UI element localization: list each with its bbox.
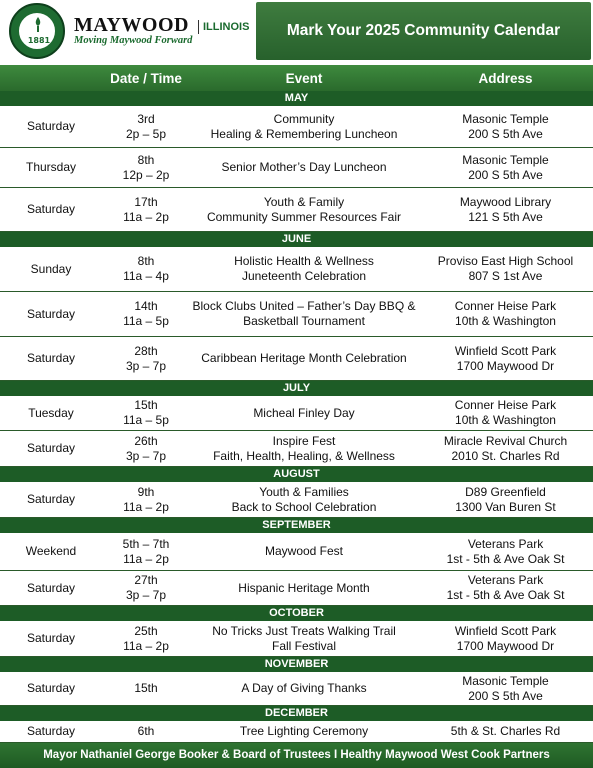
event-date-time <box>102 188 190 231</box>
event-address-addr2: 1st - 5th & Ave Oak St <box>446 551 565 566</box>
event-name-event1: Holistic Health & Wellness <box>234 254 374 268</box>
month-band: SEPTEMBER <box>0 518 593 533</box>
event-address-addr2: 10th & Washington <box>455 314 556 328</box>
event-day-day: Tuesday <box>28 405 74 420</box>
event-address <box>418 337 593 380</box>
event-address <box>418 431 593 466</box>
event-name-event1: Hispanic Heritage Month <box>238 580 370 595</box>
event-address <box>418 672 593 705</box>
event-address <box>418 721 593 742</box>
event-day-day: Saturday <box>26 724 76 738</box>
event-row <box>0 482 593 518</box>
event-date-time-time: 11a – 5p <box>123 413 169 427</box>
event-row <box>0 672 593 706</box>
event-name-event1: Senior Mother’s Day Luncheon <box>221 160 387 174</box>
event-date-time-time: 11a – 2p <box>123 638 169 653</box>
event-name <box>190 482 418 517</box>
event-address-addr1: Masonic Temple <box>462 673 549 688</box>
seal-year: 1881 <box>27 36 51 45</box>
event-day <box>0 621 102 656</box>
event-address-addr2: 1300 Van Buren St <box>455 499 556 514</box>
event-date-time <box>102 292 190 336</box>
event-date-time-date: 15th <box>134 398 158 412</box>
event-row <box>0 396 593 431</box>
event-name-event2: Fall Festival <box>271 638 336 653</box>
event-name-event1: Youth & Family <box>263 194 345 209</box>
event-name <box>190 247 418 291</box>
event-date-time <box>102 721 190 742</box>
event-address-addr1: Miracle Revival Church <box>443 433 568 448</box>
column-header-row <box>0 65 593 91</box>
event-address <box>418 106 593 147</box>
event-date-time-date: 26th <box>134 433 158 448</box>
event-date-time <box>102 571 190 605</box>
event-row <box>0 337 593 381</box>
event-address-addr2: 1st - 5th & Ave Oak St <box>446 588 565 602</box>
event-name <box>190 337 418 380</box>
event-day <box>0 431 102 466</box>
event-day-day: Saturday <box>26 441 76 455</box>
event-name <box>190 292 418 336</box>
event-date-time-date: 28th <box>134 343 158 358</box>
event-name-event1: Youth & Families <box>259 484 349 499</box>
event-date-time-time: 11a – 5p <box>123 314 169 328</box>
event-row <box>0 247 593 292</box>
brand <box>74 14 250 46</box>
event-address-addr1: Masonic Temple <box>462 152 549 167</box>
event-row <box>0 292 593 337</box>
event-date-time-date: 8th <box>137 254 155 268</box>
event-address-addr1: Proviso East High School <box>437 254 574 268</box>
event-row <box>0 431 593 467</box>
event-day <box>0 482 102 517</box>
column-header-address: Address <box>478 71 533 86</box>
event-date-time <box>102 148 190 187</box>
event-name-event2: Basketball Tournament <box>243 314 365 328</box>
village-seal-logo <box>9 3 65 59</box>
event-address <box>418 247 593 291</box>
event-name-event1: Maywood Fest <box>264 544 344 558</box>
month-band: OCTOBER <box>0 606 593 621</box>
event-address-addr2: 1700 Maywood Dr <box>456 358 555 373</box>
event-day <box>0 396 102 430</box>
event-date-time <box>102 431 190 466</box>
event-date-time-date: 25th <box>134 623 158 638</box>
event-name <box>190 188 418 231</box>
event-date-time-date: 17th <box>134 194 158 209</box>
event-date-time-date: 8th <box>137 152 155 167</box>
event-day <box>0 672 102 705</box>
event-day <box>0 292 102 336</box>
column-header-date-time: Date / Time <box>110 71 182 86</box>
event-address <box>418 533 593 570</box>
event-day <box>0 337 102 380</box>
event-address-addr1: Conner Heise Park <box>454 299 557 313</box>
brand-name: MAYWOOD <box>74 14 189 36</box>
event-date-time-date: 6th <box>137 724 155 738</box>
event-address <box>418 292 593 336</box>
event-name-event2: Community Summer Resources Fair <box>206 209 402 224</box>
event-address <box>418 482 593 517</box>
event-row <box>0 621 593 657</box>
event-day-day: Saturday <box>26 492 76 506</box>
event-day-day: Sunday <box>30 261 72 276</box>
event-day-day: Saturday <box>26 681 76 695</box>
event-address-addr1: Veterans Park <box>467 573 544 587</box>
event-date-time-date: 27th <box>134 573 158 587</box>
page-header <box>0 0 593 62</box>
event-name-event1: Block Clubs United – Father’s Day BBQ & <box>192 299 416 313</box>
title-banner <box>256 2 591 60</box>
event-day-day: Saturday <box>26 580 76 595</box>
event-row <box>0 106 593 148</box>
event-address <box>418 188 593 231</box>
event-name <box>190 148 418 187</box>
event-date-time <box>102 672 190 705</box>
month-band: JUNE <box>0 232 593 247</box>
event-name <box>190 533 418 570</box>
event-name <box>190 621 418 656</box>
event-name <box>190 721 418 742</box>
event-date-time-date: 3rd <box>137 111 155 126</box>
event-date-time-time: 11a – 2p <box>123 499 169 514</box>
event-name-event1: Micheal Finley Day <box>253 405 355 420</box>
event-address-addr1: Conner Heise Park <box>454 398 557 412</box>
event-date-time-time: 3p – 7p <box>125 448 167 463</box>
event-day-day: Thursday <box>25 160 77 174</box>
event-day <box>0 247 102 291</box>
event-day <box>0 106 102 147</box>
event-name-event2: Faith, Health, Healing, & Wellness <box>213 448 395 463</box>
event-address-addr2: 1700 Maywood Dr <box>456 638 555 653</box>
event-name <box>190 396 418 430</box>
page-title: Mark Your 2025 Community Calendar <box>286 22 561 39</box>
event-address-addr1: 5th & St. Charles Rd <box>450 724 561 738</box>
torch-icon <box>33 17 43 33</box>
event-day <box>0 533 102 570</box>
month-band: DECEMBER <box>0 706 593 721</box>
event-address <box>418 148 593 187</box>
event-date-time <box>102 482 190 517</box>
event-name <box>190 106 418 147</box>
event-day <box>0 721 102 742</box>
event-address-addr2: 10th & Washington <box>455 413 556 427</box>
event-name-event2: Back to School Celebration <box>231 499 377 514</box>
event-date-time-date: 15th <box>134 681 158 695</box>
event-name <box>190 431 418 466</box>
event-date-time <box>102 247 190 291</box>
event-address-addr1: Winfield Scott Park <box>454 623 557 638</box>
event-address <box>418 621 593 656</box>
event-date-time-time: 11a – 2p <box>123 209 169 224</box>
event-address-addr1: Winfield Scott Park <box>454 343 557 358</box>
month-band: AUGUST <box>0 467 593 482</box>
event-address-addr2: 2010 St. Charles Rd <box>451 448 560 463</box>
event-row <box>0 571 593 606</box>
event-row <box>0 148 593 188</box>
brand-tagline: Moving Maywood Forward <box>74 35 193 46</box>
event-name-event1: No Tricks Just Treats Walking Trail <box>212 623 396 638</box>
event-row <box>0 721 593 743</box>
event-date-time <box>102 621 190 656</box>
event-day-day: Weekend <box>25 544 77 558</box>
event-row <box>0 533 593 571</box>
month-band: MAY <box>0 91 593 106</box>
event-date-time-time: 2p – 5p <box>125 126 167 141</box>
event-name <box>190 571 418 605</box>
event-name-event1: Caribbean Heritage Month Celebration <box>201 351 407 365</box>
month-band: NOVEMBER <box>0 657 593 672</box>
event-day-day: Saturday <box>26 631 76 645</box>
event-date-time-time: 12p – 2p <box>122 167 170 182</box>
brand-state: ILLINOIS <box>198 20 249 34</box>
event-date-time-time: 11a – 2p <box>123 551 169 566</box>
event-date-time <box>102 396 190 430</box>
event-date-time-time: 11a – 4p <box>123 269 169 283</box>
event-name-event1: Tree Lighting Ceremony <box>239 724 369 738</box>
event-day-day: Saturday <box>26 119 76 133</box>
event-date-time <box>102 533 190 570</box>
event-day-day: Saturday <box>26 306 76 321</box>
column-header-event: Event <box>285 71 323 86</box>
event-date-time-date: 9th <box>137 484 155 499</box>
event-date-time-date: 14th <box>134 299 158 313</box>
event-address-addr1: Maywood Library <box>459 194 552 209</box>
event-date-time-time: 3p – 7p <box>125 358 167 373</box>
event-day <box>0 571 102 605</box>
event-address-addr1: Masonic Temple <box>462 111 549 126</box>
event-address-addr2: 121 S 5th Ave <box>468 209 543 224</box>
footer-credits: Mayor Nathaniel George Booker & Board of Trustees I Healthy Maywood West Cook Partners <box>0 743 593 768</box>
event-address-addr2: 807 S 1st Ave <box>468 269 543 283</box>
event-row <box>0 188 593 232</box>
event-address-addr1: D89 Greenfield <box>465 484 546 499</box>
event-date-time-time: 3p – 7p <box>125 588 167 602</box>
event-name-event2: Juneteenth Celebration <box>241 269 367 283</box>
event-address-addr2: 200 S 5th Ave <box>468 688 543 703</box>
event-address-addr2: 200 S 5th Ave <box>468 126 543 141</box>
event-address-addr1: Veterans Park <box>467 536 544 551</box>
event-day <box>0 148 102 187</box>
event-name-event1: Community <box>273 111 335 126</box>
event-day <box>0 188 102 231</box>
event-name-event1: Inspire Fest <box>272 433 336 448</box>
event-name <box>190 672 418 705</box>
event-day-day: Saturday <box>26 202 76 216</box>
event-name-event2: Healing & Remembering Luncheon <box>210 126 398 141</box>
event-address-addr2: 200 S 5th Ave <box>468 167 543 182</box>
event-address <box>418 396 593 430</box>
event-date-time-date: 5th – 7th <box>122 536 170 551</box>
event-day-day: Saturday <box>26 351 76 365</box>
event-address <box>418 571 593 605</box>
event-date-time <box>102 106 190 147</box>
event-name-event1: A Day of Giving Thanks <box>241 681 367 695</box>
month-band: JULY <box>0 381 593 396</box>
event-date-time <box>102 337 190 380</box>
